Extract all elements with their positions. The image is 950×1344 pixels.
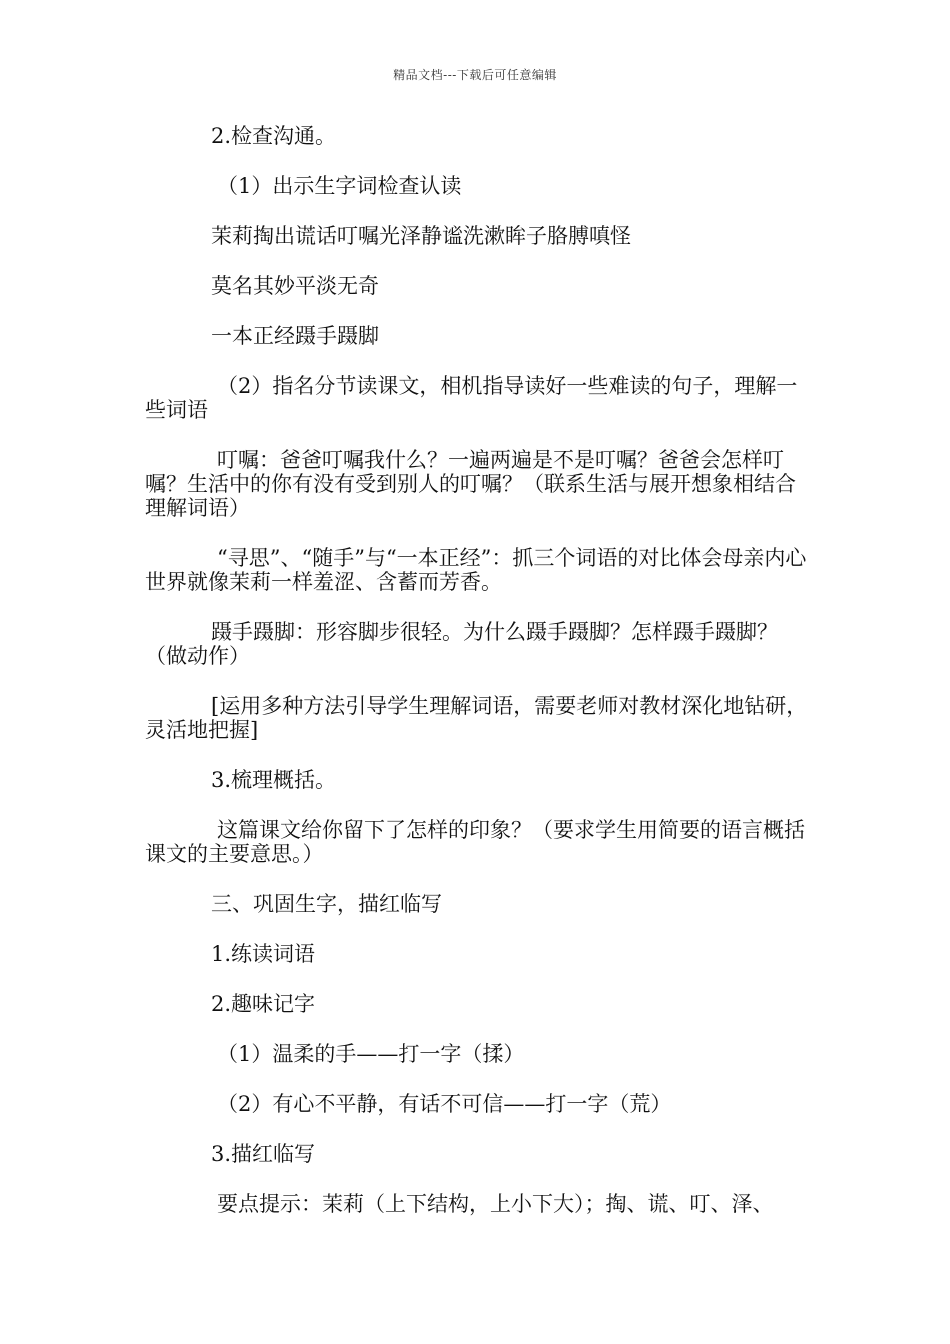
section-heading-consolidate: 三、巩固生字，描红临写 bbox=[211, 892, 442, 916]
paragraph-word-list-3: 一本正经蹑手蹑脚 bbox=[211, 324, 379, 348]
paragraph-teaching-note: [运用多种方法引导学生理解词语，需要老师对教材深化地钻研，灵活地把握] bbox=[145, 694, 808, 742]
paragraph-nieshou-niejiao: 蹑手蹑脚：形容脚步很轻。为什么蹑手蹑脚？怎样蹑手蹑脚？（做动作） bbox=[145, 620, 778, 668]
page-header: 精品文档---下载后可任意编辑 bbox=[393, 68, 557, 82]
paragraph-word-list-1: 茉莉掏出谎话叮嘱光泽静谧洗漱眸子胳膊嗔怪 bbox=[211, 224, 631, 248]
paragraph-riddle-1: （1）温柔的手——打一字（揉） bbox=[217, 1042, 525, 1066]
paragraph-check-communicate: 2.检查沟通。 bbox=[211, 124, 337, 148]
paragraph-fun-memory: 2.趣味记字 bbox=[211, 992, 316, 1016]
paragraph-riddle-2: （2）有心不平静，有话不可信——打一字（荒） bbox=[217, 1092, 672, 1116]
paragraph-dingzhu: 叮嘱：爸爸叮嘱我什么？一遍两遍是不是叮嘱？爸爸会怎样叮嘱？生活中的你有没有受到别人的叮嘱？（联系生活与展开想象相结合理解词语） bbox=[145, 448, 796, 520]
paragraph-word-list-2: 莫名其妙平淡无奇 bbox=[211, 274, 379, 298]
paragraph-show-new-words: （1）出示生字词检查认读 bbox=[217, 174, 462, 198]
paragraph-tracing: 3.描红临写 bbox=[211, 1142, 316, 1166]
paragraph-summarize: 3.梳理概括。 bbox=[211, 768, 337, 792]
paragraph-compare-words: “寻思”、“随手”与“一本正经”：抓三个词语的对比体会母亲内心世界就像茉莉一样羞涩、含蓄而芳香。 bbox=[145, 546, 807, 594]
paragraph-impression: 这篇课文给你留下了怎样的印象？（要求学生用简要的语言概括课文的主要意思。） bbox=[145, 818, 805, 866]
paragraph-practice-reading: 1.练读词语 bbox=[211, 942, 316, 966]
paragraph-read-by-section: （2）指名分节读课文，相机指导读好一些难读的句子，理解一些词语 bbox=[145, 374, 798, 422]
paragraph-key-points: 要点提示：茉莉（上下结构，上小下大）；掏、谎、叮、泽、 bbox=[217, 1192, 774, 1216]
